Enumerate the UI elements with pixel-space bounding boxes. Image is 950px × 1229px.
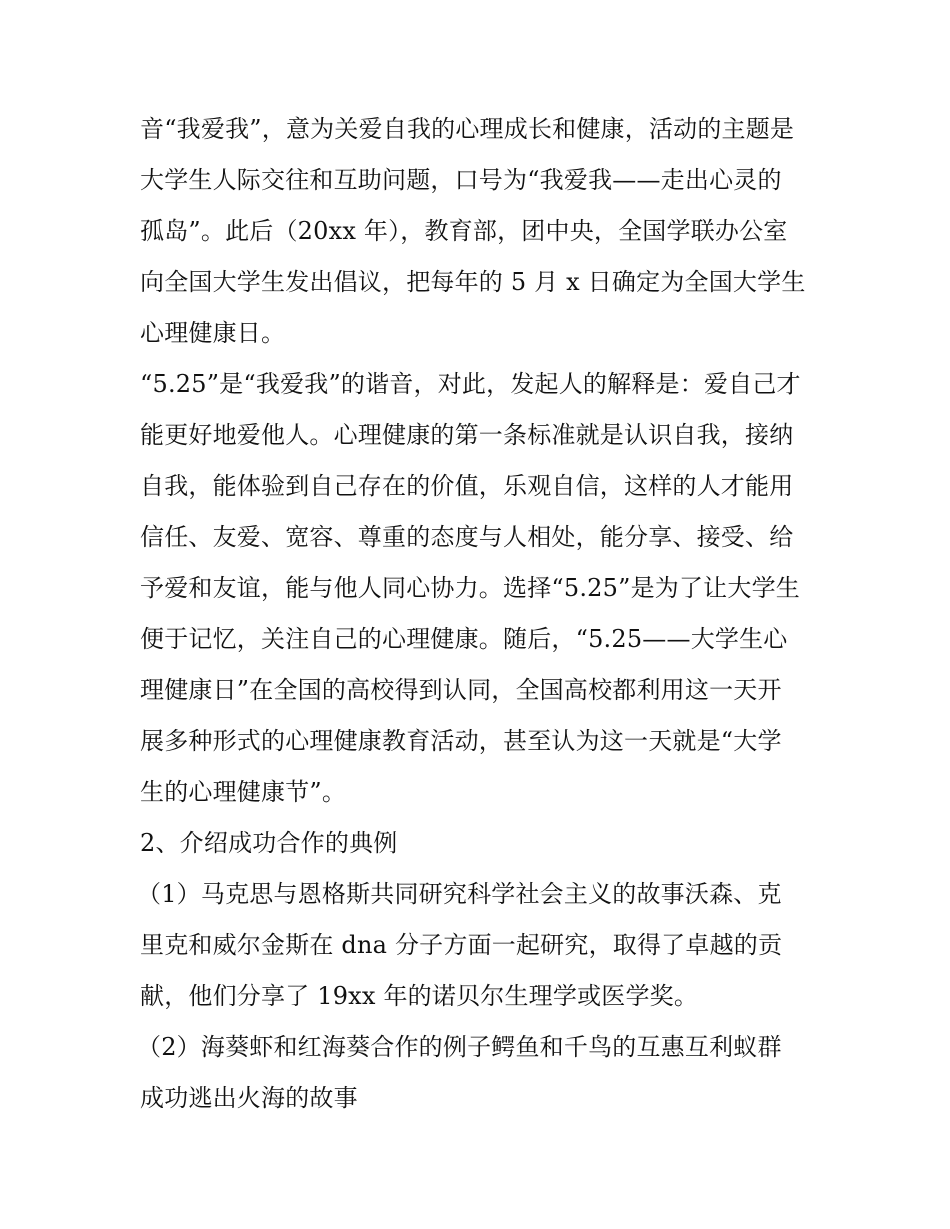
text-line: 成功逃出火海的故事 bbox=[140, 1084, 358, 1112]
document-body bbox=[137, 104, 820, 1124]
text-line: 理健康日”在全国的高校得到认同，全国高校都利用这一天开 bbox=[140, 676, 782, 704]
text-line: 予爱和友谊，能与他人同心协力。选择“5.25”是为了让大学生 bbox=[140, 574, 800, 602]
text-line: “5.25”是“我爱我”的谐音，对此，发起人的解释是：爱自己才 bbox=[140, 370, 801, 398]
text-line: 生的心理健康节”。 bbox=[140, 778, 347, 806]
text-line: 向全国大学生发出倡议，把每年的 5 月 x 日确定为全国大学生 bbox=[140, 268, 806, 296]
text-line: 信任、友爱、宽容、尊重的态度与人相处，能分享、接受、给 bbox=[140, 523, 794, 551]
text-line: 孤岛”。此后（20xx 年），教育部，团中央，全国学联办公室 bbox=[140, 217, 788, 245]
text-line: （2）海葵虾和红海葵合作的例子鳄鱼和千鸟的互惠互利蚁群 bbox=[137, 1033, 782, 1061]
text-line: 展多种形式的心理健康教育活动，甚至认为这一天就是“大学 bbox=[140, 727, 782, 755]
text-line: 心理健康日。 bbox=[140, 319, 286, 347]
text-line: 献，他们分享了 19xx 年的诺贝尔生理学或医学奖。 bbox=[140, 982, 699, 1010]
text-line: 能更好地爱他人。心理健康的第一条标准就是认识自我，接纳 bbox=[140, 421, 794, 449]
text-line: 里克和威尔金斯在 dna 分子方面一起研究，取得了卓越的贡 bbox=[140, 931, 783, 959]
text-line: 自我，能体验到自己存在的价值，乐观自信，这样的人才能用 bbox=[140, 472, 794, 500]
text-line: （1）马克思与恩格斯共同研究科学社会主义的故事沃森、克 bbox=[137, 880, 782, 908]
section-heading: 2、介绍成功合作的典例 bbox=[140, 829, 398, 857]
text-line: 音“我爱我”，意为关爱自我的心理成长和健康，活动的主题是 bbox=[140, 115, 795, 143]
text-line: 便于记忆，关注自己的心理健康。随后，“5.25——大学生心 bbox=[140, 625, 788, 653]
text-line: 大学生人际交往和互助问题，口号为“我爱我——走出心灵的 bbox=[140, 166, 782, 194]
